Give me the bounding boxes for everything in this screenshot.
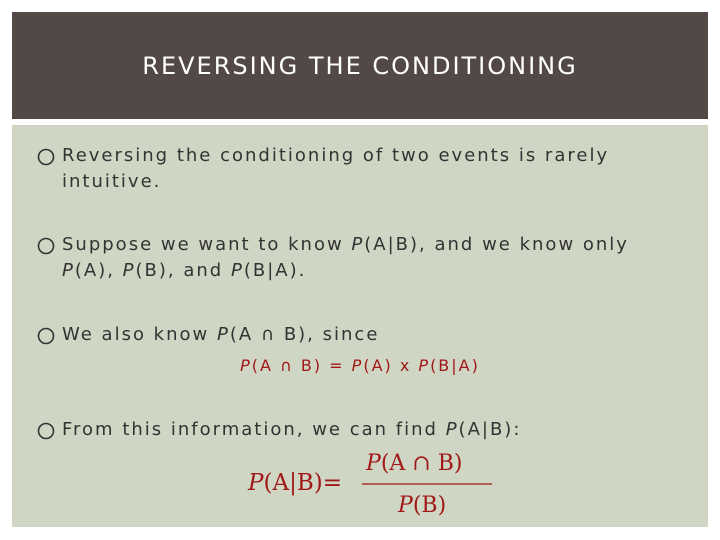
identity-part-3: (A) x (363, 356, 419, 375)
bayes-formula (246, 448, 506, 520)
bullet-1-line-1: Reversing the conditioning of two events is rarely (62, 145, 610, 166)
title-bar (12, 12, 708, 119)
bullet-4 (36, 417, 662, 443)
bullet-4-suffix: (A|B): (458, 419, 522, 440)
formula-num-a: (A (380, 451, 413, 476)
intersection-symbol: ∩ (280, 356, 294, 375)
bullet-3-text (62, 322, 662, 348)
identity-part-2: B) = (293, 356, 352, 375)
hollow-circle-bullet-icon (36, 147, 56, 167)
bullet-2-part-2: (B), and (135, 260, 231, 281)
bullet-2-prefix: Suppose we want to know (62, 234, 352, 255)
bullet-2-part-1: (A), (74, 260, 123, 281)
bullet-2-suffix: (A|B), and we know only (364, 234, 629, 255)
bullet-2-line-1 (62, 232, 662, 258)
probability-symbol: P (366, 451, 381, 476)
bullet-3-prefix: We also know (62, 324, 217, 345)
slide-title: REVERSING THE CONDITIONING (142, 51, 578, 80)
formula-den-rest: (B) (412, 493, 447, 518)
hollow-circle-bullet-icon (36, 236, 56, 256)
intersection-symbol: ∩ (260, 324, 277, 345)
probability-symbol: P (62, 260, 75, 281)
bullet-2 (36, 232, 662, 284)
bullet-2-text (62, 232, 662, 284)
formula-numerator (365, 451, 462, 476)
probability-symbol: P (398, 493, 413, 518)
bullet-1 (36, 143, 662, 195)
hollow-circle-bullet-icon (36, 421, 56, 441)
multiplication-rule (0, 356, 720, 375)
bullet-2-line-2 (62, 258, 662, 284)
identity-part-4: (B|A) (430, 356, 480, 375)
formula-num-b: B) (430, 451, 463, 476)
probability-symbol: P (248, 470, 264, 496)
probability-symbol: P (122, 260, 136, 281)
probability-symbol: P (230, 260, 244, 281)
formula-denominator (397, 493, 446, 518)
bullet-4-prefix: From this information, we can find (62, 419, 446, 440)
intersection-symbol: ∩ (412, 451, 431, 476)
hollow-circle-bullet-icon (36, 326, 56, 346)
probability-symbol: P (216, 324, 230, 345)
formula-lhs (247, 470, 342, 496)
bullet-3-mid: (A (229, 324, 261, 345)
probability-symbol: P (240, 356, 252, 375)
probability-symbol: P (351, 234, 365, 255)
formula-lhs-rest: (A|B)= (263, 470, 342, 496)
bullet-4-text (62, 417, 662, 443)
bullet-3-suffix: B), since (276, 324, 380, 345)
probability-symbol: P (351, 356, 364, 375)
probability-symbol: P (418, 356, 431, 375)
identity-part-1: (A (251, 356, 281, 375)
bullet-2-part-3: (B|A). (243, 260, 307, 281)
bullet-1-text (62, 143, 662, 195)
probability-symbol: P (445, 419, 459, 440)
bullet-3 (36, 322, 662, 348)
bullet-1-line-2: intuitive. (62, 171, 162, 192)
